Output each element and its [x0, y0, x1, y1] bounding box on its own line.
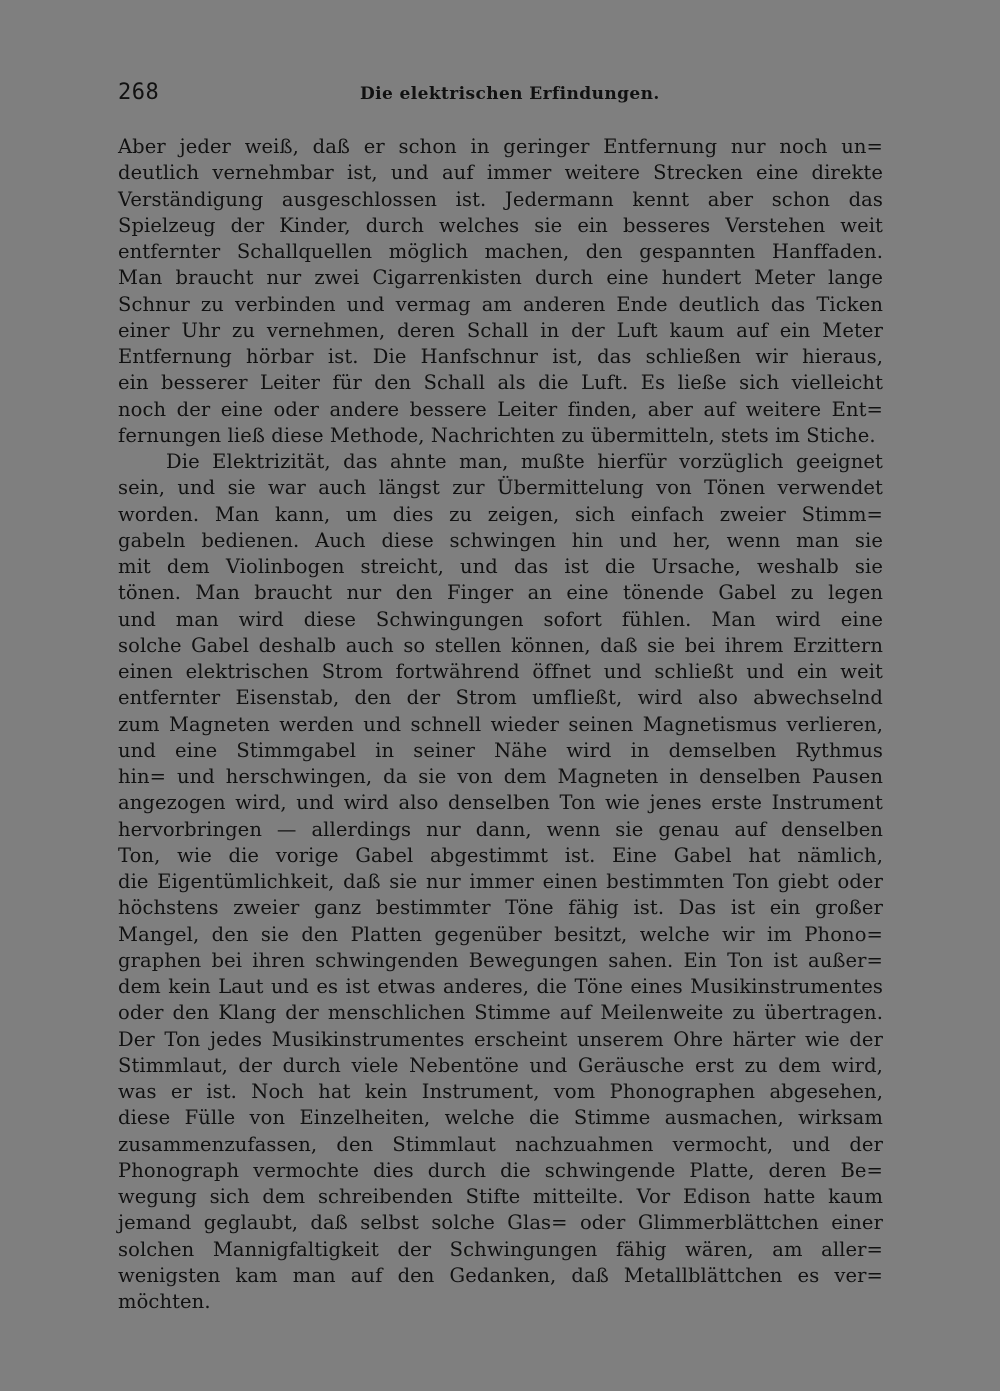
text-line: gabeln bedienen. Auch diese schwingen hin und her, wenn man sie: [118, 528, 883, 552]
text-line: wenigsten kam man auf den Gedanken, daß Metallblättchen es ver=: [118, 1263, 883, 1287]
text-line: Mangel, den sie den Platten gegenüber besitzt, welche wir im Phono=: [118, 922, 883, 946]
text-line: mit dem Violinbogen streicht, und das ist die Ursache, weshalb sie: [118, 555, 883, 578]
text-line: noch der eine oder andere bessere Leiter finden, aber auf weitere Ent=: [118, 397, 883, 421]
text-line: entfernter Eisenstab, den der Strom umfließt, wird also abwechselnd: [118, 686, 883, 710]
text-line: die Eigentümlichkeit, daß sie nur immer einen bestimmten Ton giebt oder: [118, 870, 883, 893]
text-line: solchen Mannigfaltigkeit der Schwingungen fähig wären, am aller=: [118, 1237, 883, 1261]
text-line: Phonograph vermochte dies durch die schwingende Platte, deren Be=: [118, 1158, 883, 1182]
text-line: angezogen wird, und wird also denselben Ton wie jenes erste Instrument: [118, 791, 883, 815]
text-line: Stimmlaut, der durch viele Nebentöne und Geräusche erst zu dem wird,: [118, 1053, 883, 1077]
text-line: deutlich vernehmbar ist, und auf immer weitere Strecken eine direkte: [118, 161, 883, 185]
text-line: und eine Stimmgabel in seiner Nähe wird in demselben Rythmus: [118, 738, 883, 762]
text-line: oder den Klang der menschlichen Stimme auf Meilenweite zu übertragen.: [118, 1001, 883, 1025]
text-line: solche Gabel deshalb auch so stellen können, daß sie bei ihrem Erzittern: [118, 633, 883, 657]
text-line: einen elektrischen Strom fortwährend öffnet und schließt und ein weit: [118, 660, 883, 683]
text-line: worden. Man kann, um dies zu zeigen, sich einfach zweier Stimm=: [118, 502, 883, 526]
text-line: ein besserer Leiter für den Schall als die Luft. Es ließe sich vielleicht: [118, 371, 883, 395]
text-line: was er ist. Noch hat kein Instrument, vom Phonographen abgesehen,: [118, 1080, 883, 1103]
text-line: jemand geglaubt, daß selbst solche Glas= oder Glimmerblättchen einer: [118, 1211, 883, 1235]
text-line: Schnur zu verbinden und vermag am anderen Ende deutlich das Ticken: [118, 292, 883, 316]
text-line: Ton, wie die vorige Gabel abgestimmt ist. Eine Gabel hat nämlich,: [118, 843, 883, 867]
text-line: entfernter Schallquellen möglich machen, den gespannten Hanffaden.: [118, 240, 883, 263]
text-line: Verständigung ausgeschlossen ist. Jedermann kennt aber schon das: [118, 187, 883, 211]
text-line: Spielzeug der Kinder, durch welches sie ein besseres Verstehen weit: [118, 213, 883, 237]
text-block: [118, 134, 883, 1315]
text-line: diese Fülle von Einzelheiten, welche die Stimme ausmachen, wirksam: [118, 1106, 883, 1130]
text-line: wegung sich dem schreibenden Stifte mitteilte. Vor Edison hatte kaum: [118, 1185, 883, 1208]
text-line: zum Magneten werden und schnell wieder seinen Magnetismus verlieren,: [118, 712, 883, 736]
text-line: sein, und sie war auch längst zur Übermittelung von Tönen verwendet: [118, 476, 883, 500]
text-line: zusammenzufassen, den Stimmlaut nachzuahmen vermocht, und der: [118, 1132, 883, 1156]
text-line: Entfernung hörbar ist. Die Hanfschnur ist, das schließen wir hieraus,: [118, 345, 883, 368]
text-line: und man wird diese Schwingungen sofort fühlen. Man wird eine: [118, 607, 883, 631]
text-line: hin= und herschwingen, da sie von dem Magneten in denselben Pausen: [118, 765, 883, 788]
text-line: Die Elektrizität, das ahnte man, mußte hierfür vorzüglich geeignet: [166, 450, 883, 473]
page-number: 268: [118, 80, 160, 105]
text-line: tönen. Man braucht nur den Finger an eine tönende Gabel zu legen: [118, 581, 883, 605]
text-line: einer Uhr zu vernehmen, deren Schall in der Luft kaum auf ein Meter: [118, 318, 883, 342]
text-line: Aber jeder weiß, daß er schon in geringer Entfernung nur noch un=: [118, 135, 883, 158]
text-line: graphen bei ihren schwingenden Bewegungen sahen. Ein Ton ist außer=: [118, 948, 883, 972]
text-line: möchten.: [118, 1290, 211, 1313]
text-line: Man braucht nur zwei Cigarrenkisten durch eine hundert Meter lange: [118, 266, 883, 290]
text-line: höchstens zweier ganz bestimmter Töne fähig ist. Das ist ein großer: [118, 896, 883, 920]
text-line: dem kein Laut und es ist etwas anderes, die Töne eines Musikinstrumentes: [118, 975, 883, 998]
text-line: hervorbringen — allerdings nur dann, wenn sie genau auf denselben: [118, 817, 883, 841]
text-line: fernungen ließ diese Methode, Nachrichten zu übermitteln, stets im Stiche.: [118, 423, 876, 447]
text-line: Der Ton jedes Musikinstrumentes erscheint unserem Ohre härter wie der: [118, 1027, 883, 1051]
running-head: Die elektrischen Erfindungen.: [360, 84, 660, 104]
